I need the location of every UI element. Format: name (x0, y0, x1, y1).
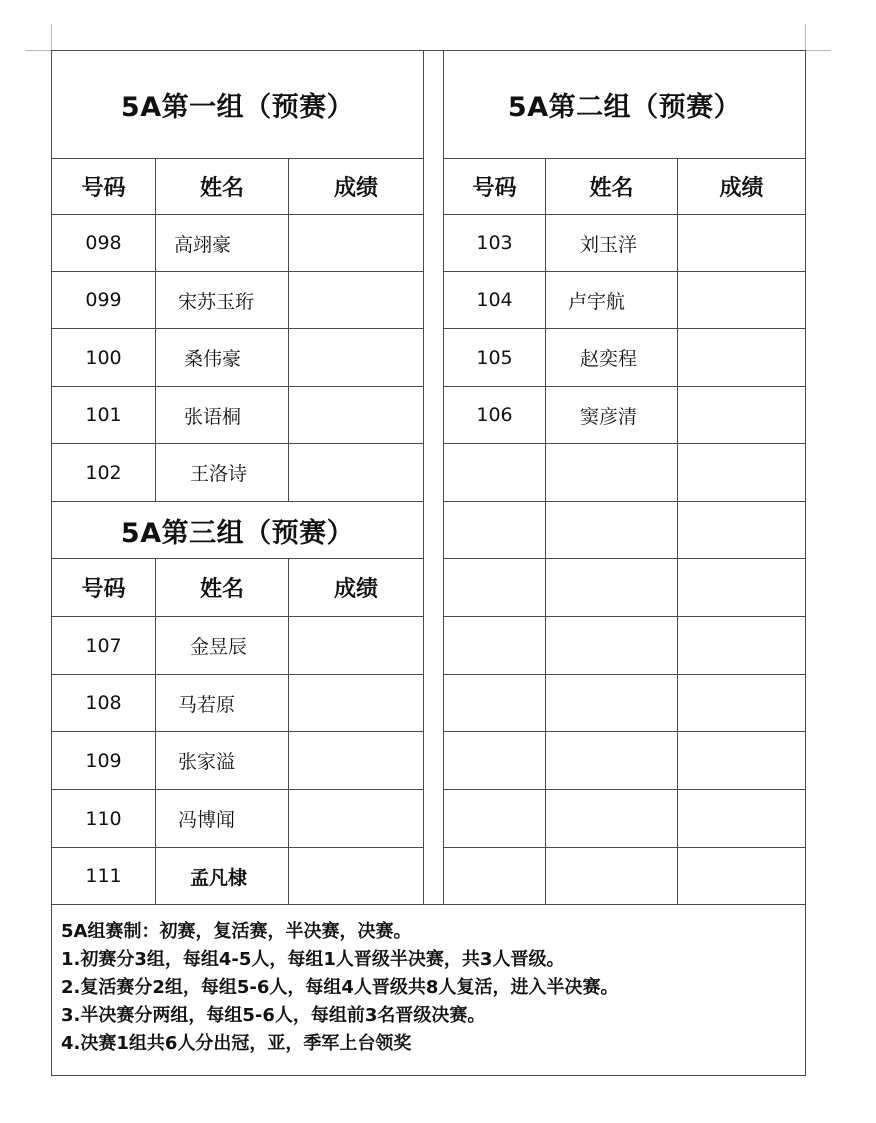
crop-mark (805, 24, 806, 50)
table-rule (443, 558, 806, 559)
row-name: 窦彦清 (580, 405, 638, 428)
row-number: 110 (85, 807, 122, 830)
header-name: 姓名 (199, 577, 244, 602)
header-score: 成绩 (333, 577, 378, 602)
group2-title: 5A第二组（预赛） (507, 92, 742, 123)
row-number: 106 (476, 404, 513, 426)
row-name: 赵奕程 (580, 348, 638, 370)
row-number: 108 (85, 692, 122, 714)
table-rule (443, 847, 806, 848)
row-name: 孟凡棣 (190, 866, 248, 889)
row-name: 张语桐 (184, 405, 242, 428)
rules-line: 4.决赛1组共6人分出冠，亚，季军上台领奖 (61, 1033, 412, 1054)
row-number: 101 (85, 404, 122, 426)
crop-mark (51, 24, 52, 50)
rules-line: 1.初赛分3组，每组4-5人，每组1人晋级半决赛，共3人晋级。 (61, 949, 565, 970)
row-score (289, 215, 423, 271)
group3-title: 5A第三组（预赛） (120, 517, 355, 549)
table-rule (443, 674, 806, 675)
row-number: 111 (85, 865, 122, 887)
header-number: 号码 (81, 577, 126, 602)
row-number: 103 (476, 232, 513, 254)
row-number: 107 (85, 634, 122, 657)
table-rule (443, 731, 806, 732)
header-score: 成绩 (719, 176, 764, 201)
header-name: 姓名 (589, 176, 634, 201)
table-rule (51, 1075, 806, 1076)
table-rule (423, 50, 424, 905)
row-score (678, 387, 805, 443)
table-rule (443, 616, 806, 617)
row-score (289, 848, 423, 904)
row-score (289, 790, 423, 847)
rules-line: 5A组赛制：初赛，复活赛，半决赛，决赛。 (61, 921, 412, 942)
row-score (678, 329, 805, 386)
row-number: 100 (85, 346, 122, 369)
table-rule (443, 789, 806, 790)
row-score (289, 675, 423, 731)
group1-title: 5A第一组（预赛） (120, 92, 355, 123)
header-name: 姓名 (199, 176, 244, 201)
table-rule (443, 501, 806, 502)
row-name: 王洛诗 (190, 463, 248, 485)
row-score (289, 272, 423, 328)
row-name: 马若原 (178, 693, 236, 716)
table-rule (443, 443, 806, 444)
row-name: 刘玉洋 (580, 233, 638, 256)
header-score: 成绩 (333, 176, 378, 201)
row-number: 102 (85, 461, 122, 484)
row-number: 109 (85, 749, 122, 772)
rules-line: 3.半决赛分两组，每组5-6人，每组前3名晋级决赛。 (61, 1005, 486, 1026)
table-rule (805, 50, 806, 1076)
row-name: 宋苏玉珩 (178, 290, 255, 313)
row-number: 098 (85, 232, 122, 254)
row-score (289, 387, 423, 443)
row-score (289, 329, 423, 386)
competition-rules (61, 918, 618, 1058)
row-score (678, 215, 805, 271)
table-rule (51, 904, 806, 905)
rules-line: 2.复活赛分2组，每组5-6人，每组4人晋级共8人复活，进入半决赛。 (61, 977, 619, 998)
row-name: 张家溢 (178, 751, 236, 773)
row-score (289, 617, 423, 674)
row-name: 卢宇航 (568, 290, 626, 313)
crop-mark (805, 50, 831, 51)
row-score (289, 444, 423, 501)
row-name: 桑伟豪 (184, 348, 242, 370)
header-number: 号码 (81, 176, 126, 201)
row-name: 冯博闻 (178, 809, 236, 831)
row-number: 099 (85, 289, 122, 311)
row-name: 金昱辰 (190, 636, 248, 658)
header-number: 号码 (472, 176, 517, 201)
row-score (289, 732, 423, 789)
row-number: 105 (476, 346, 513, 369)
row-score (678, 272, 805, 328)
crop-mark (26, 50, 52, 51)
row-name: 高翊豪 (174, 233, 232, 256)
row-number: 104 (476, 289, 513, 311)
